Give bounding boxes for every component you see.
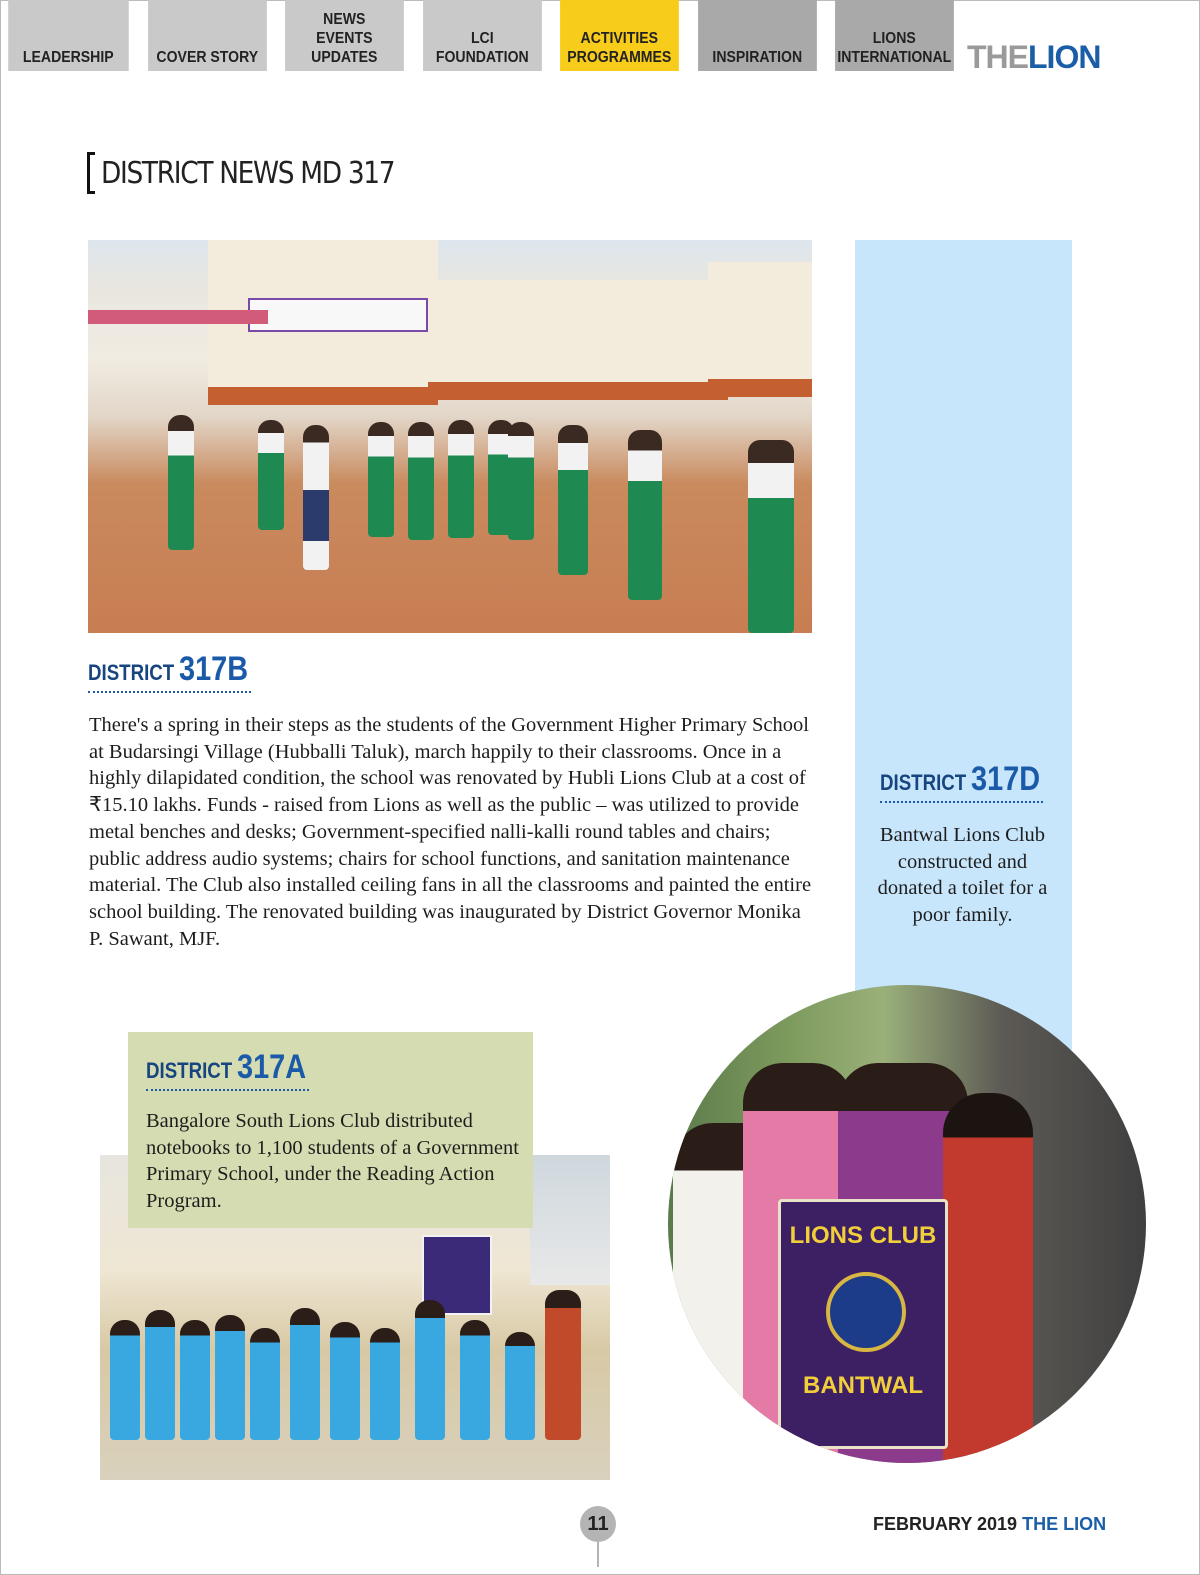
tab-lions-international[interactable]: LIONS INTERNATIONAL: [836, 0, 954, 71]
district-317b-story: There's a spring in their steps as the students of the Government Higher Primary School at Budarsingi Village (Hubballi Taluk), march happily to their classrooms. Once in a highly dilapidated condition, the school was renovated by Hubli Lions Club at a cost of ₹15.10 lakhs. Funds - raised from Lions as well as the public – was utilized to provide metal benches and desks; Government-specified nalli-kalli round tables and chairs; public address audio systems; chairs for school functions, and sanitation maintenance material. The Club also installed ceiling fans in all the classrooms and painted the entire school building. The renovated building was inaugurated by District Governor Monika P. Sawant, MJF.: [89, 714, 812, 950]
footer-issue: FEBRUARY 2019 THE LION: [873, 1514, 1107, 1534]
lions-emblem-icon: [826, 1272, 906, 1352]
district-317a-story: Bangalore South Lions Club distributed notebooks to 1,100 students of a Government Primary School, under the Reading Action Program.: [146, 1110, 519, 1213]
district-317a-heading: DISTRICT 317A: [146, 1048, 307, 1086]
district-317d-heading: DISTRICT 317D: [880, 760, 1041, 798]
page-title: DISTRICT NEWS MD 317: [101, 155, 395, 191]
lions-club-banner: LIONS CLUB BANTWAL: [778, 1199, 948, 1449]
bracket-mark: [87, 152, 95, 194]
heading-underline: [880, 801, 1043, 803]
tab-activities-programmes[interactable]: ACTIVITIES PROGRAMMES: [560, 0, 678, 71]
tab-inspiration[interactable]: INSPIRATION: [698, 0, 816, 71]
tab-lci-foundation[interactable]: LCI FOUNDATION: [423, 0, 541, 71]
district-317b-heading: DISTRICT 317B: [88, 650, 249, 688]
tab-leadership[interactable]: LEADERSHIP: [8, 0, 128, 71]
district-317d-story: Bantwal Lions Club constructed and donated a toilet for a poor family.: [877, 824, 1048, 927]
heading-underline: [146, 1089, 309, 1091]
page-number: 11: [580, 1506, 616, 1542]
heading-underline: [88, 691, 251, 693]
tab-news-events-updates[interactable]: NEWS EVENTS UPDATES: [285, 0, 403, 71]
school-march-photo: [88, 240, 812, 633]
top-navigation: [0, 0, 965, 71]
bantwal-club-photo: [668, 985, 1146, 1463]
magazine-logo: THELION: [967, 39, 1101, 75]
tab-cover-story[interactable]: COVER STORY: [148, 0, 266, 71]
page-number-line: [597, 1542, 599, 1567]
section-heading: [87, 152, 434, 194]
